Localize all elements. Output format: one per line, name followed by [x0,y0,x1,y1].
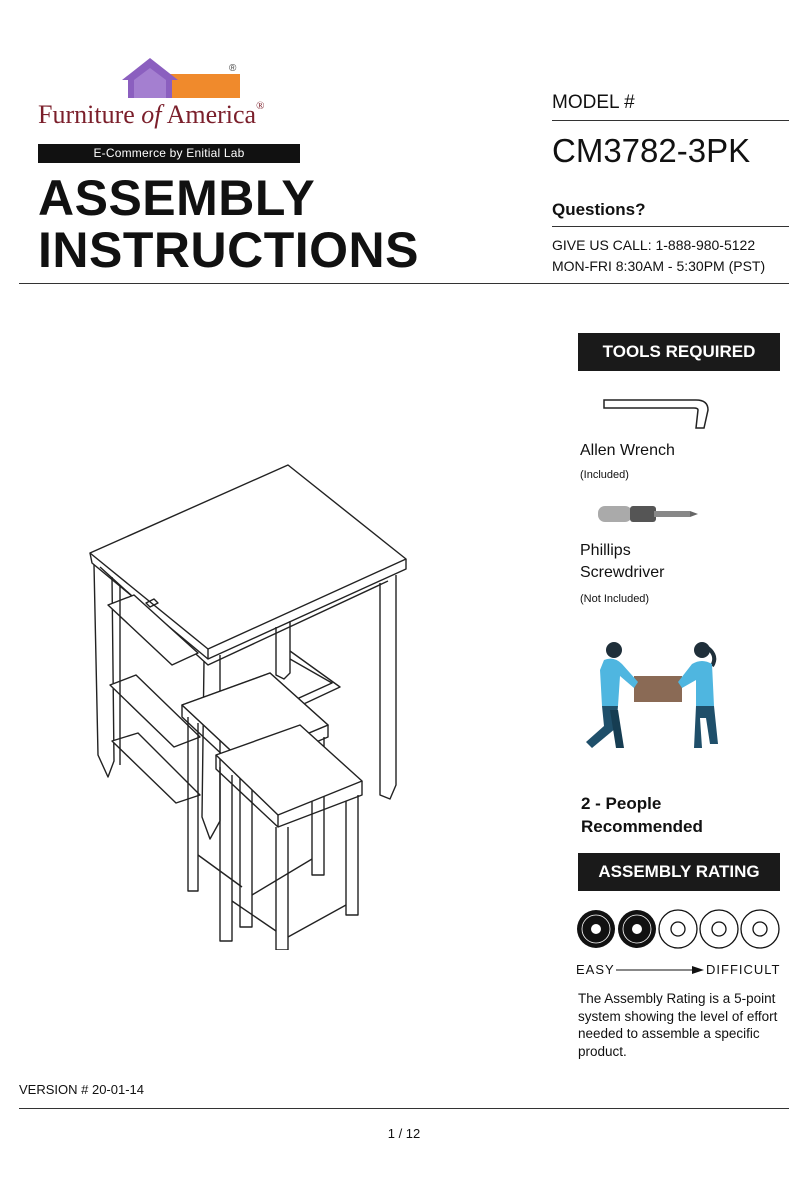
version-number: VERSION # 20-01-14 [19,1082,145,1097]
questions-heading: Questions? [552,200,646,219]
footer-divider [19,1108,789,1109]
tool-label-allen-wrench: Allen Wrench [580,442,675,459]
difficult-label: DIFFICULT [706,962,781,977]
brand-tagline: E-Commerce by Enitial Lab [38,144,300,163]
page-number: 1 / 12 [387,1126,421,1141]
logo-orange-bar [170,74,240,98]
easy-label: EASY [576,962,615,977]
rating-dot-1 [577,910,615,948]
tools-required-header: TOOLS REQUIRED [578,333,780,371]
contact-info [552,235,765,277]
tool-note-screwdriver: (Not Included) [580,593,650,605]
questions-rule [552,226,789,227]
two-people-carrying-icon [578,636,738,756]
phone-line: GIVE US CALL: 1-888-980-5122 [552,237,756,253]
model-number: CM3782-3PK [552,132,751,169]
model-label: MODEL # [552,92,635,113]
header-divider [19,283,789,284]
rating-dot-5 [741,910,779,948]
product-illustration [80,455,420,950]
people-recommended: 2 - People Recommended [581,794,703,836]
tool-note-allen-wrench: (Included) [580,469,629,481]
logo-registered-mark: ® [229,63,237,74]
rating-description: The Assembly Rating is a 5-point system showing the level of effort needed to assemble a specific product. [578,991,778,1059]
arrow-right-icon [616,964,706,976]
model-rule [552,120,789,121]
brand-logo-house-icon [120,56,242,100]
assembly-rating-header: ASSEMBLY RATING [578,853,780,891]
rating-dot-3 [659,910,697,948]
hours-line: MON-FRI 8:30AM - 5:30PM (PST) [552,258,766,274]
assembly-rating-dots [576,908,782,950]
tool-label-screwdriver: Phillips Screwdriver [580,542,665,581]
screwdriver-icon [596,503,700,525]
allen-wrench-icon [602,394,712,434]
rating-dot-4 [700,910,738,948]
page-title: ASSEMBLY INSTRUCTIONS [38,170,419,278]
rating-dot-2 [618,910,656,948]
brand-name: Furniture of America® [38,100,265,129]
